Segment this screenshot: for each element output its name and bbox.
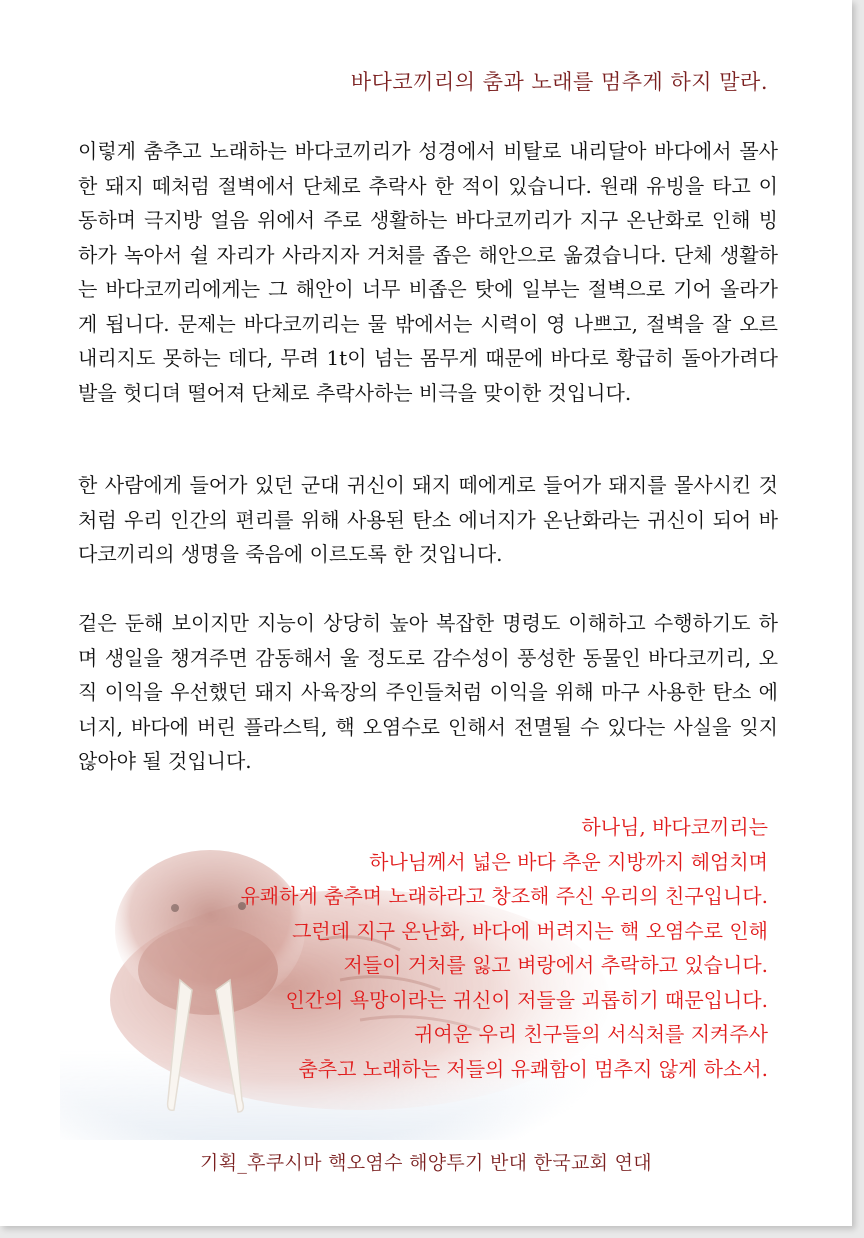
paragraph-1: 이렇게 춤추고 노래하는 바다코끼리가 성경에서 비탈로 내리달아 바다에서 몰사한 돼지 떼처럼 절벽에서 단체로 추락사 한 적이 있습니다. 원래 유빙을 타고 이동하며 극지방 얼음 위에서 주로 생활하는 바다코끼리가 지구 온난화로 인해 빙하가 녹아서 쉴 자리가 사라지자 거처를 좁은 해안으로 옮겼습니다. 단체 생활하는 바다코끼리에게는 그 해안이 너무 비좁은 탓에 일부는 절벽으로 기어 올라가게 됩니다. 문제는 바다코끼리는 물 밖에서는 시력이 영 나쁘고, 절벽을 잘 오르내리지도 못하는 데다, 무려 1t이 넘는 몸무게 때문에 바다로 황급히 돌아가려다 발을 헛디뎌 떨어져 단체로 추락사하는 비극을 맞이한 것입니다. — [78, 139, 778, 405]
prayer-line: 그런데 지구 온난화, 바다에 버려지는 핵 오염수로 인해 — [292, 918, 768, 943]
prayer-line: 인간의 욕망이라는 귀신이 저들을 괴롭히기 때문입니다. — [285, 987, 768, 1012]
prayer-line: 저들이 거처를 잃고 벼랑에서 추락하고 있습니다. — [343, 953, 768, 977]
prayer-line: 하나님, 바다코끼리는 — [581, 815, 768, 839]
paragraph-3: 겉은 둔해 보이지만 지능이 상당히 높아 복잡한 명령도 이해하고 수행하기도 하며 생일을 챙겨주면 감동해서 울 정도로 감수성이 풍성한 동물인 바다코끼리, 오직 이익을 우선했던 돼지 사육장의 주인들처럼 이익을 위해 마구 사용한 탄소 에너지, 바다에 버린 플라스틱, 핵 오염수로 인해서 전멸될 수 있다는 사실을 잊지 않아야 될 것입니다. — [78, 611, 778, 773]
prayer-line: 귀여운 우리 친구들의 서식처를 지켜주사 — [414, 1022, 768, 1046]
prayer-block — [128, 810, 768, 1086]
prayer-line: 유쾌하게 춤추며 노래하라고 창조해 주신 우리의 친구입니다. — [240, 884, 768, 908]
footer-credit: 기획_후쿠시마 핵오염수 해양투기 반대 한국교회 연대 — [200, 1152, 652, 1174]
paragraph-2: 한 사람에게 들어가 있던 군대 귀신이 돼지 떼에게로 들어가 돼지를 몰사시킨 것처럼 우리 인간의 편리를 위해 사용된 탄소 에너지가 온난화라는 귀신이 되어 바다코끼리의 생명을 죽음에 이르도록 한 것입니다. — [78, 473, 778, 566]
page-title: 바다코끼리의 춤과 노래를 멈추게 하지 말라. — [350, 70, 768, 94]
prayer-line: 하나님께서 넓은 바다 추운 지방까지 헤엄치며 — [369, 849, 768, 874]
prayer-line: 춤추고 노래하는 저들의 유쾌함이 멈추지 않게 하소서. — [298, 1056, 768, 1081]
